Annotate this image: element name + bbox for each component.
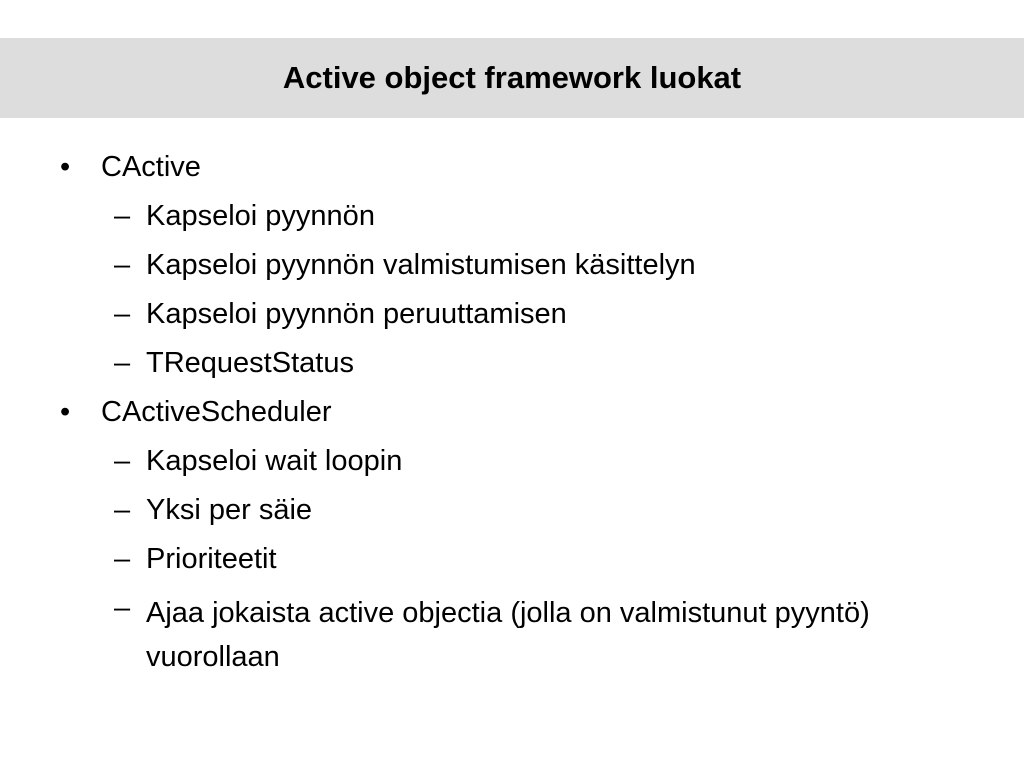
- dash-marker: –: [114, 592, 131, 624]
- dash-marker: –: [114, 347, 131, 379]
- list-item-text: Prioriteetit: [146, 543, 277, 575]
- bullet-marker: •: [60, 396, 71, 428]
- list-item-text: Kapseloi pyynnön peruuttamisen: [146, 298, 567, 330]
- list-item-text: CActive: [101, 151, 201, 183]
- list-item-text: CActiveScheduler: [101, 396, 332, 428]
- bullet-marker: •: [60, 151, 71, 183]
- list-item-text: Kapseloi pyynnön valmistumisen käsittelyn: [146, 249, 696, 281]
- title-band: [0, 38, 1024, 118]
- dash-marker: –: [114, 249, 131, 281]
- list-item-text: Yksi per säie: [146, 494, 313, 526]
- dash-marker: –: [114, 543, 131, 575]
- list-item-text: Kapseloi wait loopin: [146, 445, 403, 477]
- slide-title: Active object framework luokat: [282, 60, 742, 95]
- list-item-text: Kapseloi pyynnön: [146, 200, 375, 232]
- list-item-text: TRequestStatus: [146, 347, 354, 379]
- dash-marker: –: [114, 445, 131, 477]
- dash-marker: –: [114, 298, 131, 330]
- dash-marker: –: [114, 494, 131, 526]
- list-item-text: Ajaa jokaista active objectia (jolla on valmistunut pyyntö) vuorollaan: [146, 597, 870, 673]
- dash-marker: –: [114, 200, 131, 232]
